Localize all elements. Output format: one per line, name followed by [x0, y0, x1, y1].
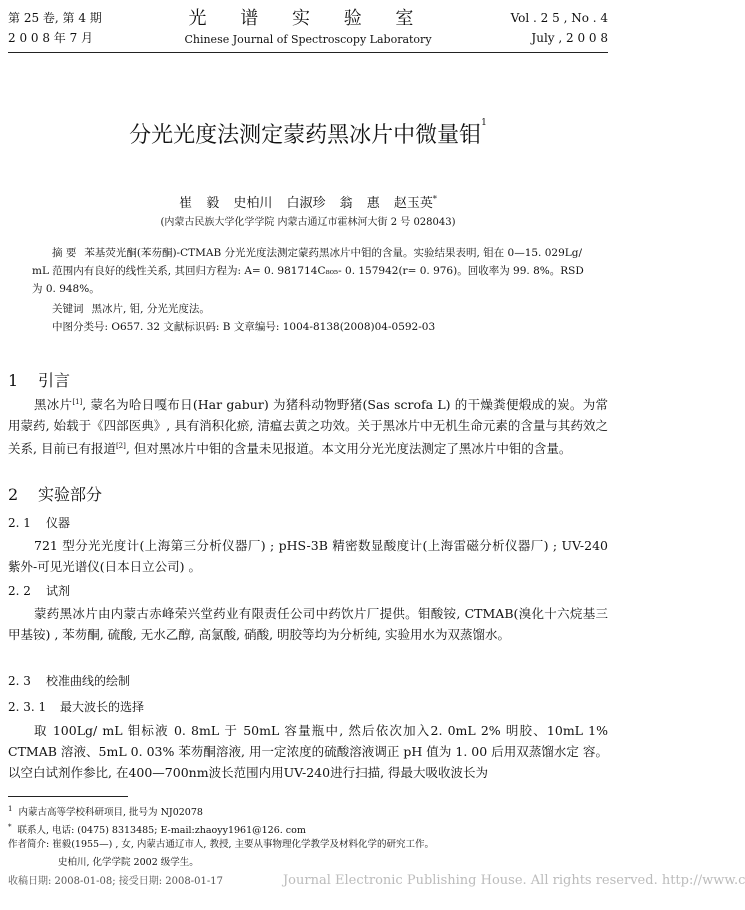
footnote-mark: 1 — [8, 805, 13, 813]
footnote-student: 史柏川, 化学学院 2002 级学生。 — [58, 857, 199, 868]
classification-line — [32, 318, 592, 336]
subsection-title: 试剂 — [46, 584, 71, 598]
section-heading-experimental — [8, 482, 102, 505]
intro-text-a: 黑冰片 — [34, 397, 73, 413]
subsection-title: 校准曲线的绘制 — [46, 674, 131, 688]
citation-2: [2] — [115, 442, 126, 451]
reagents-paragraph: 蒙药黑冰片由内蒙古赤峰荣兴堂药业有限责任公司中药饮片厂提供。钼酸铵, CTMAB(溴化十六烷基三甲基铵) , 苯芴酮, 硫酸, 无水乙醇, 高氯酸, 硝酸, 明胶等均为分析纯, 实验用水为双蒸馏水。 — [8, 606, 608, 642]
author-names: 崔 毅 史柏川 白淑珍 翁 惠 赵玉英 — [179, 196, 433, 211]
subsubsection-number: 2. 3. 1 — [8, 700, 47, 714]
watermark-text: Journal Electronic Publishing House. All rights reserved. http://www.c — [282, 873, 745, 888]
journal-issue-info-en — [511, 8, 608, 48]
paper-title-text: 分光光度法测定蒙药黑冰片中微量钼 — [129, 123, 482, 148]
abstract — [32, 244, 592, 298]
subsection-heading-instruments — [8, 514, 70, 531]
subsection-title: 仪器 — [46, 516, 71, 530]
subsubsection-heading-wavelength — [8, 698, 144, 715]
author-list — [0, 192, 616, 211]
abstract-label: 摘 要 — [52, 247, 77, 259]
section-number: 2 — [8, 485, 19, 504]
keywords-label: 关键词 — [52, 303, 84, 315]
section-title: 实验部分 — [38, 485, 103, 504]
wavelength-paragraph: 取 100Lg/ mL 钼标液 0. 8mL 于 50mL 容量瓶中, 然后依次加入2. 0mL 2% 明胶、10mL 1% CTMAB 溶液、5mL 0. 03% 苯芴酮溶液, 用一定浓度的硫酸溶液调正 pH 值为 1. 00 后用双蒸馏水定 容。以空白试剂作参比, 在400—700nm波长范围内用UV-240进行扫描, 得最大吸收波长为 — [8, 723, 608, 780]
subsection-number: 2. 1 — [8, 516, 31, 530]
volume-issue-en: Vol . 2 5 , No . 4 — [510, 11, 608, 25]
received-text: 收稿日期: 2008-01-08; 接受日期: 2008-01-17 — [8, 876, 223, 887]
intro-text-c: , 但对黑冰片中钼的含量未见报道。本文用分光光度法测定了黑冰片中钼的含量。 — [125, 441, 572, 457]
intro-text-b: , 蒙名为哈日嘎布日(Har gabur) 为猪科动物野猪(Sas scrofa L) 的干燥粪便煅成的炭。为常用蒙药, 始载于《四部医典》, 具有消积化瘀, 清瘟去黄之功效。关于黑冰片中无机生命元素的含量与其药效之关系, 目前已有报道 — [8, 397, 608, 457]
subsection-heading-reagents — [8, 582, 70, 599]
keywords — [32, 300, 592, 318]
footnote-text: 内蒙古高等学校科研项目, 批号为 NJ02078 — [18, 807, 203, 819]
title-footnote-mark: 1 — [481, 118, 487, 128]
instruments-paragraph: 721 型分光光度计(上海第三分析仪器厂) ; pHS-3B 精密数显酸度计(上海雷磁分析仪器厂) ; UV-240 紫外-可见光谱仪(日本日立公司) 。 — [8, 538, 608, 574]
journal-name-en: Chinese Journal of Spectroscopy Laboratory — [184, 33, 432, 46]
issue-date-en: July , 2 0 0 8 — [531, 31, 608, 45]
section-heading-introduction — [8, 368, 70, 391]
section-number: 1 — [8, 371, 19, 390]
abstract-text: 苯基荧光酮(苯芴酮)-CTMAB 分光光度法测定蒙药黑冰片中钼的含量。实验结果表明, 钼在 0—15. 029Lg/ mL 范围内有良好的线性关系, 其回归方程为: A= 0. 981714C₈₀₅- 0. 157942(r= 0. 976)。回收率为 99. 8%。RSD 为 0. 948%。 — [32, 247, 584, 295]
paper-title — [0, 118, 616, 149]
introduction-paragraph — [8, 392, 608, 459]
section-title: 引言 — [38, 371, 71, 390]
footnote-rule — [8, 796, 128, 797]
journal-name-cn: 光 谱 实 验 室 — [188, 8, 428, 29]
subsubsection-title: 最大波长的选择 — [60, 700, 145, 714]
volume-issue: 第 25 卷, 第 4 期 — [8, 11, 102, 25]
subsection-number: 2. 3 — [8, 674, 31, 688]
author-footnote-mark: * — [432, 194, 437, 204]
classification-text: 中图分类号: O657. 32 文献标识码: B 文章编号: 1004-8138(2008)04-0592-03 — [52, 321, 436, 333]
footnote-author-bio: 作者简介: 崔毅(1955—) , 女, 内蒙古通辽市人, 教授, 主要从事物理化学教学及材料化学的研究工作。 — [8, 839, 434, 850]
keywords-text: 黑冰片, 钼, 分光光度法。 — [91, 303, 210, 315]
subsection-number: 2. 2 — [8, 584, 31, 598]
subsection-heading-calibration — [8, 672, 130, 689]
received-dates — [8, 872, 745, 888]
footnote-text: 联系人, 电话: (0475) 8313485; E-mail:zhaoyy1961@126. com — [17, 825, 306, 837]
citation-1: [1] — [72, 398, 83, 406]
issue-date: 2 0 0 8 年 7 月 — [8, 31, 94, 45]
affiliation: (内蒙古民族大学化学学院 内蒙古通辽市霍林河大街 2 号 028043) — [160, 217, 456, 228]
header-rule — [8, 52, 608, 53]
footnote-mark: * — [8, 823, 12, 831]
